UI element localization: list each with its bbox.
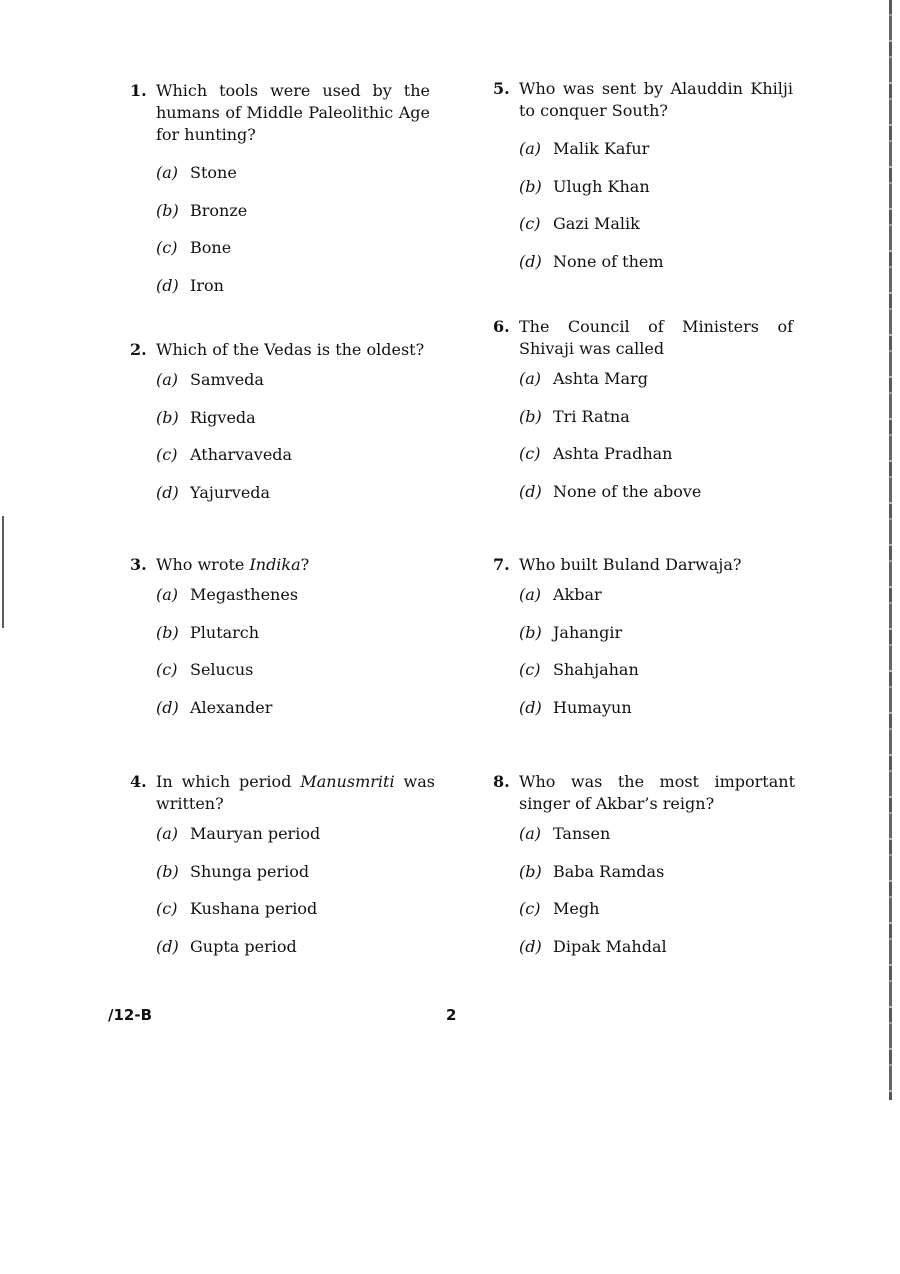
options-list bbox=[130, 823, 435, 973]
option-b bbox=[519, 176, 793, 214]
option-b bbox=[519, 622, 793, 660]
option-letter: (c) bbox=[519, 214, 541, 233]
options-list bbox=[493, 368, 793, 518]
option-a bbox=[156, 823, 435, 861]
question-text-start: Who wrote bbox=[156, 555, 250, 574]
book-title: Indika bbox=[249, 555, 301, 574]
question-1 bbox=[130, 80, 430, 312]
option-b bbox=[156, 861, 435, 899]
question-number: 3. bbox=[130, 555, 147, 574]
option-letter: (c) bbox=[156, 660, 178, 679]
question-text: Which of the Vedas is the oldest? bbox=[156, 340, 425, 359]
option-letter: (d) bbox=[519, 936, 542, 956]
option-text: Humayun bbox=[553, 697, 632, 717]
question-number: 4. bbox=[130, 772, 147, 791]
question-number: 5. bbox=[493, 79, 510, 98]
option-text: Megh bbox=[553, 899, 600, 918]
option-text: Jahangir bbox=[553, 622, 623, 642]
option-b bbox=[156, 200, 430, 238]
option-text: Stone bbox=[190, 163, 237, 182]
option-text: Iron bbox=[190, 275, 224, 295]
option-text: Ulugh Khan bbox=[553, 176, 650, 196]
option-a bbox=[519, 368, 793, 406]
question-4 bbox=[130, 771, 435, 973]
page-number: 2 bbox=[446, 1006, 457, 1024]
option-c bbox=[156, 444, 430, 482]
option-text: Gupta period bbox=[190, 936, 297, 956]
option-letter: (c) bbox=[519, 899, 541, 918]
option-a bbox=[156, 369, 430, 407]
question-number: 6. bbox=[493, 317, 510, 336]
option-a bbox=[156, 584, 430, 622]
question-text: Who built Buland Darwaja? bbox=[519, 555, 742, 574]
option-text: Akbar bbox=[553, 585, 602, 604]
option-c bbox=[156, 659, 430, 697]
option-letter: (d) bbox=[519, 251, 542, 271]
question-text: Who was the most important singer of Akbar’s reign? bbox=[519, 772, 795, 813]
option-b bbox=[519, 406, 793, 444]
question-text-end: was written? bbox=[156, 772, 435, 813]
booklet-code: /12-B bbox=[108, 1006, 153, 1024]
option-text: Yajurveda bbox=[190, 482, 271, 502]
option-letter: (c) bbox=[519, 444, 541, 463]
option-letter: (a) bbox=[519, 585, 542, 604]
option-c bbox=[519, 213, 793, 251]
option-text: Shunga period bbox=[190, 861, 310, 881]
question-3 bbox=[130, 554, 430, 734]
options-list bbox=[493, 584, 793, 734]
question-number: 1. bbox=[130, 81, 147, 100]
option-text: Kushana period bbox=[190, 899, 318, 918]
book-title: Manusmriti bbox=[300, 772, 395, 791]
option-text: None of them bbox=[553, 251, 664, 271]
option-letter: (a) bbox=[519, 139, 542, 158]
question-text: Who was sent by Alauddin Khilji to conquer South? bbox=[519, 79, 793, 120]
option-c bbox=[156, 237, 430, 275]
question-7 bbox=[493, 554, 793, 734]
question-6 bbox=[493, 316, 793, 518]
option-text: Selucus bbox=[190, 660, 254, 679]
question-text: Which tools were used by the humans of Middle Paleolithic Age for hunting? bbox=[156, 81, 430, 144]
option-text: Tri Ratna bbox=[553, 406, 630, 426]
question-number: 2. bbox=[130, 340, 147, 359]
option-d bbox=[156, 275, 430, 313]
option-text: Baba Ramdas bbox=[553, 861, 665, 881]
option-d bbox=[156, 936, 435, 974]
option-text: Gazi Malik bbox=[553, 214, 640, 233]
option-letter: (b) bbox=[519, 176, 542, 196]
option-b bbox=[156, 622, 430, 660]
option-d bbox=[519, 251, 793, 289]
option-letter: (c) bbox=[156, 445, 178, 464]
option-letter: (a) bbox=[156, 163, 179, 182]
option-text: Malik Kafur bbox=[553, 139, 650, 158]
question-5 bbox=[493, 78, 793, 288]
options-list bbox=[493, 823, 795, 973]
option-a bbox=[519, 138, 793, 176]
option-text: Dipak Mahdal bbox=[553, 936, 667, 956]
question-2 bbox=[130, 339, 430, 519]
options-list bbox=[493, 138, 793, 288]
option-letter: (c) bbox=[156, 238, 178, 257]
option-d bbox=[519, 697, 793, 735]
question-number: 8. bbox=[493, 772, 510, 791]
option-a bbox=[156, 162, 430, 200]
option-d bbox=[519, 481, 793, 519]
scan-edge-left bbox=[2, 516, 4, 628]
option-c bbox=[519, 898, 795, 936]
option-letter: (d) bbox=[519, 481, 542, 501]
option-letter: (b) bbox=[156, 200, 179, 220]
option-b bbox=[519, 861, 795, 899]
option-text: Atharvaveda bbox=[190, 445, 293, 464]
option-text: Plutarch bbox=[190, 622, 260, 642]
option-a bbox=[519, 584, 793, 622]
option-text: Tansen bbox=[553, 824, 611, 843]
question-text-end: ? bbox=[300, 555, 310, 574]
option-letter: (a) bbox=[519, 824, 542, 843]
option-text: Ashta Marg bbox=[553, 369, 648, 388]
option-text: Ashta Pradhan bbox=[553, 444, 673, 463]
option-text: Samveda bbox=[190, 370, 264, 389]
question-number: 7. bbox=[493, 555, 510, 574]
option-text: Megasthenes bbox=[190, 585, 299, 604]
option-letter: (b) bbox=[156, 407, 179, 427]
option-letter: (b) bbox=[156, 861, 179, 881]
option-letter: (b) bbox=[519, 622, 542, 642]
question-text bbox=[156, 771, 435, 815]
option-text: Mauryan period bbox=[190, 824, 321, 843]
option-letter: (d) bbox=[156, 275, 179, 295]
option-a bbox=[519, 823, 795, 861]
option-letter: (d) bbox=[156, 936, 179, 956]
option-letter: (a) bbox=[156, 370, 179, 389]
option-letter: (a) bbox=[519, 369, 542, 388]
option-text: Rigveda bbox=[190, 407, 256, 427]
option-c bbox=[519, 443, 793, 481]
option-text: Shahjahan bbox=[553, 660, 639, 679]
option-letter: (b) bbox=[156, 622, 179, 642]
question-text: The Council of Ministers of Shivaji was called bbox=[519, 317, 793, 358]
option-letter: (b) bbox=[519, 406, 542, 426]
option-letter: (a) bbox=[156, 824, 179, 843]
question-text-start: In which period bbox=[156, 772, 301, 791]
option-text: Alexander bbox=[190, 697, 273, 717]
question-8 bbox=[493, 771, 795, 973]
option-letter: (d) bbox=[519, 697, 542, 717]
option-letter: (b) bbox=[519, 861, 542, 881]
option-d bbox=[156, 482, 430, 520]
option-text: Bone bbox=[190, 238, 232, 257]
options-list bbox=[130, 162, 430, 312]
option-c bbox=[519, 659, 793, 697]
options-list bbox=[130, 584, 430, 734]
option-letter: (c) bbox=[519, 660, 541, 679]
option-letter: (d) bbox=[156, 697, 179, 717]
scan-edge-right bbox=[889, 0, 892, 1100]
option-d bbox=[156, 697, 430, 735]
option-d bbox=[519, 936, 795, 974]
option-text: None of the above bbox=[553, 481, 702, 501]
option-letter: (c) bbox=[156, 899, 178, 918]
option-letter: (a) bbox=[156, 585, 179, 604]
option-letter: (d) bbox=[156, 482, 179, 502]
question-text bbox=[156, 554, 309, 576]
option-c bbox=[156, 898, 435, 936]
options-list bbox=[130, 369, 430, 519]
option-text: Bronze bbox=[190, 200, 248, 220]
option-b bbox=[156, 407, 430, 445]
